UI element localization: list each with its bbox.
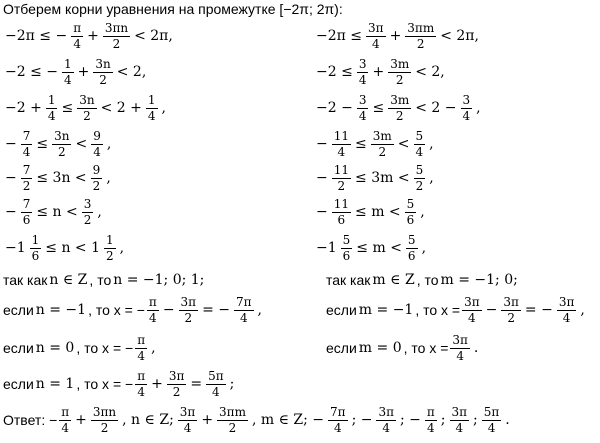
fraction	[30, 234, 42, 263]
math-segment: <	[75, 136, 88, 152]
numerator: π	[426, 404, 435, 419]
numerator: 3	[83, 196, 92, 211]
inequality-row	[3, 54, 148, 90]
inequality-row	[314, 194, 427, 230]
numerator: 3π	[168, 368, 185, 383]
numerator: 3πm	[219, 404, 246, 419]
numerator: 5π	[483, 404, 500, 419]
math-segment: ,	[151, 340, 156, 356]
numerator: 7π	[330, 404, 346, 419]
fraction	[217, 406, 248, 435]
math-segment: ,	[97, 204, 102, 220]
fraction	[71, 22, 83, 51]
numerator: 3πn	[104, 20, 129, 35]
math-segment: +	[151, 376, 163, 392]
fraction	[425, 406, 437, 435]
text-segment: если	[3, 340, 34, 356]
numerator: 1	[64, 56, 72, 71]
fraction	[146, 94, 158, 123]
denominator: 4	[462, 108, 471, 123]
denominator: 4	[147, 108, 156, 123]
denominator: 4	[73, 36, 81, 51]
math-segment: −2 ≤ −	[5, 64, 58, 80]
numerator: 3π	[452, 332, 468, 347]
denominator: 2	[337, 178, 346, 193]
fraction	[328, 406, 348, 435]
denominator: 4	[149, 310, 157, 325]
math-segment: n = 1	[35, 376, 75, 392]
fraction	[104, 234, 116, 263]
denominator: 4	[455, 420, 464, 435]
fraction	[21, 198, 33, 227]
math-segment: , n ∈ Z;	[122, 412, 174, 428]
denominator: 6	[406, 212, 415, 227]
math-segment: ,	[421, 240, 427, 256]
math-segment: = −	[202, 302, 230, 318]
denominator: 2	[378, 144, 387, 159]
fraction	[450, 334, 470, 363]
inequality-row	[314, 18, 481, 54]
math-segment: ≤ n < 1	[45, 240, 101, 256]
denominator: 4	[212, 384, 220, 399]
fraction	[388, 58, 411, 87]
numerator: 3π	[451, 404, 468, 419]
math-segment: ;	[440, 412, 446, 428]
fraction	[332, 164, 351, 193]
inequality-row	[3, 90, 168, 126]
text-segment: , то х = −	[88, 302, 145, 318]
fraction	[357, 58, 369, 87]
roots-row	[3, 366, 236, 402]
fraction	[366, 22, 386, 51]
denominator: 4	[137, 384, 145, 399]
fraction	[178, 406, 198, 435]
denominator: 4	[562, 310, 571, 325]
numerator: 7	[22, 196, 31, 211]
math-segment: −	[316, 136, 328, 152]
roots-row	[326, 330, 480, 366]
fraction	[461, 94, 473, 123]
inequality-row	[314, 90, 483, 126]
fraction	[93, 58, 112, 87]
denominator: 2	[395, 108, 404, 123]
fraction	[405, 22, 436, 51]
denominator: 2	[83, 212, 92, 227]
math-segment: ,	[257, 302, 262, 318]
numerator: 11	[333, 128, 350, 143]
text-segment: , то х = −	[76, 376, 134, 392]
denominator: 2	[100, 420, 109, 435]
numerator: 11	[333, 196, 350, 211]
denominator: 4	[487, 420, 496, 435]
fraction	[82, 198, 94, 227]
math-segment: ≤ m <	[355, 204, 401, 220]
denominator: 4	[333, 420, 342, 435]
text-segment: если	[3, 376, 34, 392]
numerator: 3m	[372, 128, 392, 143]
denominator: 4	[415, 144, 424, 159]
inequality-row	[3, 230, 126, 266]
fraction	[62, 58, 74, 87]
math-segment: ≤	[61, 100, 74, 116]
fraction	[357, 94, 369, 123]
math-segment: < 2 +	[100, 100, 142, 116]
numerator: 1	[147, 92, 156, 107]
text-segment: если	[3, 302, 34, 318]
numerator: 9	[93, 128, 101, 143]
denominator: 4	[358, 108, 367, 123]
math-segment: < 2π,	[440, 28, 479, 44]
math-segment: ;	[229, 376, 235, 392]
math-segment: −	[316, 170, 328, 186]
inequality-row	[3, 18, 175, 54]
denominator: 4	[382, 420, 391, 435]
denominator: 2	[57, 144, 66, 159]
text-segment: , то х =	[403, 340, 449, 356]
denominator: 6	[342, 248, 351, 263]
fraction	[206, 370, 226, 399]
text-segment: , то	[416, 272, 439, 288]
math-segment: +	[87, 28, 99, 44]
numerator: 3πn	[92, 404, 117, 419]
numerator: 3	[358, 92, 367, 107]
math-segment: m ∈ Z	[372, 272, 415, 288]
fraction	[234, 296, 254, 325]
fraction	[332, 198, 351, 227]
denominator: 2	[99, 72, 107, 87]
numerator: 3n	[79, 92, 95, 107]
numerator: 5	[406, 196, 415, 211]
numerator: 5	[342, 232, 351, 247]
math-segment: m = −1; 0;	[440, 272, 518, 288]
math-segment: m = 0	[358, 340, 402, 356]
denominator: 4	[468, 310, 476, 325]
roots-row	[3, 292, 264, 328]
fraction	[179, 296, 199, 325]
fraction	[147, 296, 159, 325]
math-segment: < 2 −	[415, 100, 457, 116]
text-segment: если	[326, 340, 357, 356]
fraction	[52, 130, 71, 159]
math-segment: −	[5, 204, 17, 220]
math-segment: −2 ≤	[316, 64, 353, 80]
text-segment: Ответ: −	[3, 412, 58, 428]
math-segment: < 2,	[415, 64, 445, 80]
numerator: 5	[407, 232, 416, 247]
fraction	[371, 130, 394, 159]
text-segment: , то х = −	[76, 340, 134, 356]
denominator: 6	[22, 212, 31, 227]
text-segment: так как	[3, 272, 48, 288]
denominator: 2	[83, 108, 91, 123]
math-segment: = −	[524, 302, 553, 318]
math-segment: −2π ≤ −	[5, 28, 68, 44]
fraction	[482, 406, 502, 435]
numerator: 5	[415, 128, 424, 143]
denominator: 2	[228, 420, 237, 435]
inequality-row	[3, 160, 113, 196]
denominator: 2	[415, 178, 424, 193]
denominator: 2	[106, 248, 114, 263]
math-segment: ≤	[36, 136, 49, 152]
denominator: 4	[427, 420, 435, 435]
inequality-row	[314, 230, 428, 266]
math-segment: −	[162, 302, 175, 318]
math-segment: ,	[429, 136, 434, 152]
fraction	[135, 370, 147, 399]
math-segment: −2 −	[316, 100, 353, 116]
answer-row	[3, 402, 512, 438]
math-segment: −	[5, 136, 17, 152]
text-segment: , то х =	[415, 302, 461, 318]
numerator: 1	[31, 232, 40, 247]
fraction	[59, 406, 71, 435]
denominator: 2	[395, 72, 404, 87]
fraction	[462, 296, 482, 325]
denominator: 2	[112, 36, 121, 51]
fraction	[91, 130, 103, 159]
numerator: 3m	[390, 92, 410, 107]
denominator: 4	[93, 144, 101, 159]
math-segment: −	[485, 302, 498, 318]
denominator: 2	[507, 310, 515, 325]
numerator: 9	[92, 162, 101, 177]
math-segment: ≤	[372, 100, 385, 116]
numerator: π	[148, 294, 157, 309]
fraction	[332, 130, 351, 159]
fraction	[406, 234, 418, 263]
numerator: 1	[106, 232, 114, 247]
inequality-row	[314, 160, 436, 196]
denominator: 4	[22, 144, 31, 159]
denominator: 4	[64, 72, 72, 87]
numerator: 3π	[464, 294, 480, 309]
math-segment: < 2π,	[134, 28, 173, 44]
math-segment: ≤ 3n <	[36, 170, 87, 186]
math-segment: ; −	[400, 412, 421, 428]
fraction	[414, 164, 426, 193]
denominator: 4	[47, 108, 56, 123]
math-segment: +	[372, 64, 385, 80]
math-segment: ≤ 3m <	[355, 170, 410, 186]
numerator: 5	[415, 162, 424, 177]
denominator: 2	[416, 36, 425, 51]
numerator: 1	[47, 92, 56, 107]
numerator: 5π	[208, 368, 224, 383]
fraction	[103, 22, 130, 51]
math-segment: ≤	[355, 136, 367, 152]
numerator: 3πm	[407, 20, 435, 35]
denominator: 2	[22, 178, 31, 193]
math-segment: ,	[106, 170, 111, 186]
inequality-row	[3, 126, 113, 162]
math-segment: ,	[106, 136, 112, 152]
numerator: 3	[358, 56, 367, 71]
inequality-row	[3, 194, 104, 230]
numerator: 3n	[54, 128, 70, 143]
fraction	[91, 406, 118, 435]
math-segment: .	[505, 412, 510, 428]
math-segment: ,	[476, 100, 481, 116]
denominator: 4	[137, 348, 145, 363]
denominator: 4	[183, 420, 192, 435]
roots-row	[326, 292, 587, 328]
denominator: 6	[337, 212, 346, 227]
math-segment: =	[190, 376, 203, 392]
math-segment: < 2,	[116, 64, 147, 80]
math-segment: −	[5, 170, 17, 186]
math-segment: +	[75, 412, 87, 428]
fraction	[341, 234, 353, 263]
denominator: 4	[61, 420, 70, 435]
math-segment: +	[77, 64, 90, 80]
numerator: 3	[462, 92, 471, 107]
math-segment: +	[201, 412, 214, 428]
numerator: 3π	[558, 294, 575, 309]
math-segment: ,	[119, 240, 125, 256]
text-segment: , то	[89, 272, 112, 288]
fraction	[21, 164, 33, 193]
math-segment: n ∈ Z	[49, 272, 88, 288]
fraction	[501, 296, 521, 325]
fraction	[450, 406, 470, 435]
math-segment: −1	[316, 240, 337, 256]
math-segment: ,	[429, 170, 434, 186]
math-segment: m = −1	[358, 302, 414, 318]
numerator: π	[137, 332, 146, 347]
math-segment: −2π ≤	[316, 28, 363, 44]
numerator: π	[137, 368, 146, 383]
math-segment: ,	[580, 302, 585, 318]
fraction	[167, 370, 187, 399]
denominator: 4	[371, 36, 380, 51]
denominator: 6	[31, 248, 40, 263]
fraction	[21, 130, 33, 159]
fraction	[388, 94, 411, 123]
denominator: 2	[172, 384, 181, 399]
math-segment: n = −1	[35, 302, 87, 318]
roots-row	[3, 330, 158, 366]
math-segment: .	[473, 340, 479, 356]
denominator: 4	[456, 348, 464, 363]
page-heading: Отберем корни уравнения на промежутке [−2π; 2π):	[3, 1, 343, 17]
numerator: 3n	[95, 56, 111, 71]
denominator: 6	[407, 248, 416, 263]
denominator: 4	[358, 72, 367, 87]
math-segment: ≤ m <	[356, 240, 402, 256]
fraction	[77, 94, 96, 123]
math-segment: −	[316, 204, 328, 220]
text-segment: если	[326, 302, 357, 318]
math-segment: ≤ n <	[36, 204, 78, 220]
numerator: 3π	[180, 294, 197, 309]
math-segment: n = 0	[35, 340, 75, 356]
numerator: 3π	[179, 404, 196, 419]
numerator: 3π	[503, 294, 519, 309]
text-segment: так как	[326, 272, 371, 288]
numerator: 7	[22, 128, 31, 143]
math-segment: −2 +	[5, 100, 42, 116]
math-segment: n = −1; 0; 1;	[113, 272, 205, 288]
fraction	[376, 406, 396, 435]
math-segment: ,	[420, 204, 425, 220]
math-segment: ,	[161, 100, 166, 116]
numerator: π	[61, 404, 70, 419]
numerator: 3m	[390, 56, 410, 71]
math-segment: <	[397, 136, 410, 152]
math-segment: ; −	[351, 412, 373, 428]
denominator: 4	[337, 144, 346, 159]
fraction	[91, 164, 103, 193]
numerator: 3π	[378, 404, 394, 419]
denominator: 2	[92, 178, 101, 193]
numerator: 7π	[236, 294, 252, 309]
inequality-row	[314, 54, 447, 90]
math-segment: −1	[5, 240, 26, 256]
fraction	[135, 334, 147, 363]
fraction	[46, 94, 58, 123]
denominator: 2	[184, 310, 193, 325]
numerator: 3π	[368, 20, 384, 35]
inequality-row	[314, 126, 436, 162]
numerator: 7	[22, 162, 31, 177]
fraction	[557, 296, 577, 325]
math-segment: , m ∈ Z; −	[251, 412, 325, 428]
math-segment: ;	[473, 412, 478, 428]
math-segment: +	[389, 28, 402, 44]
numerator: 11	[333, 162, 350, 177]
numerator: π	[73, 20, 82, 35]
denominator: 4	[239, 310, 248, 325]
fraction	[405, 198, 417, 227]
fraction	[414, 130, 426, 159]
